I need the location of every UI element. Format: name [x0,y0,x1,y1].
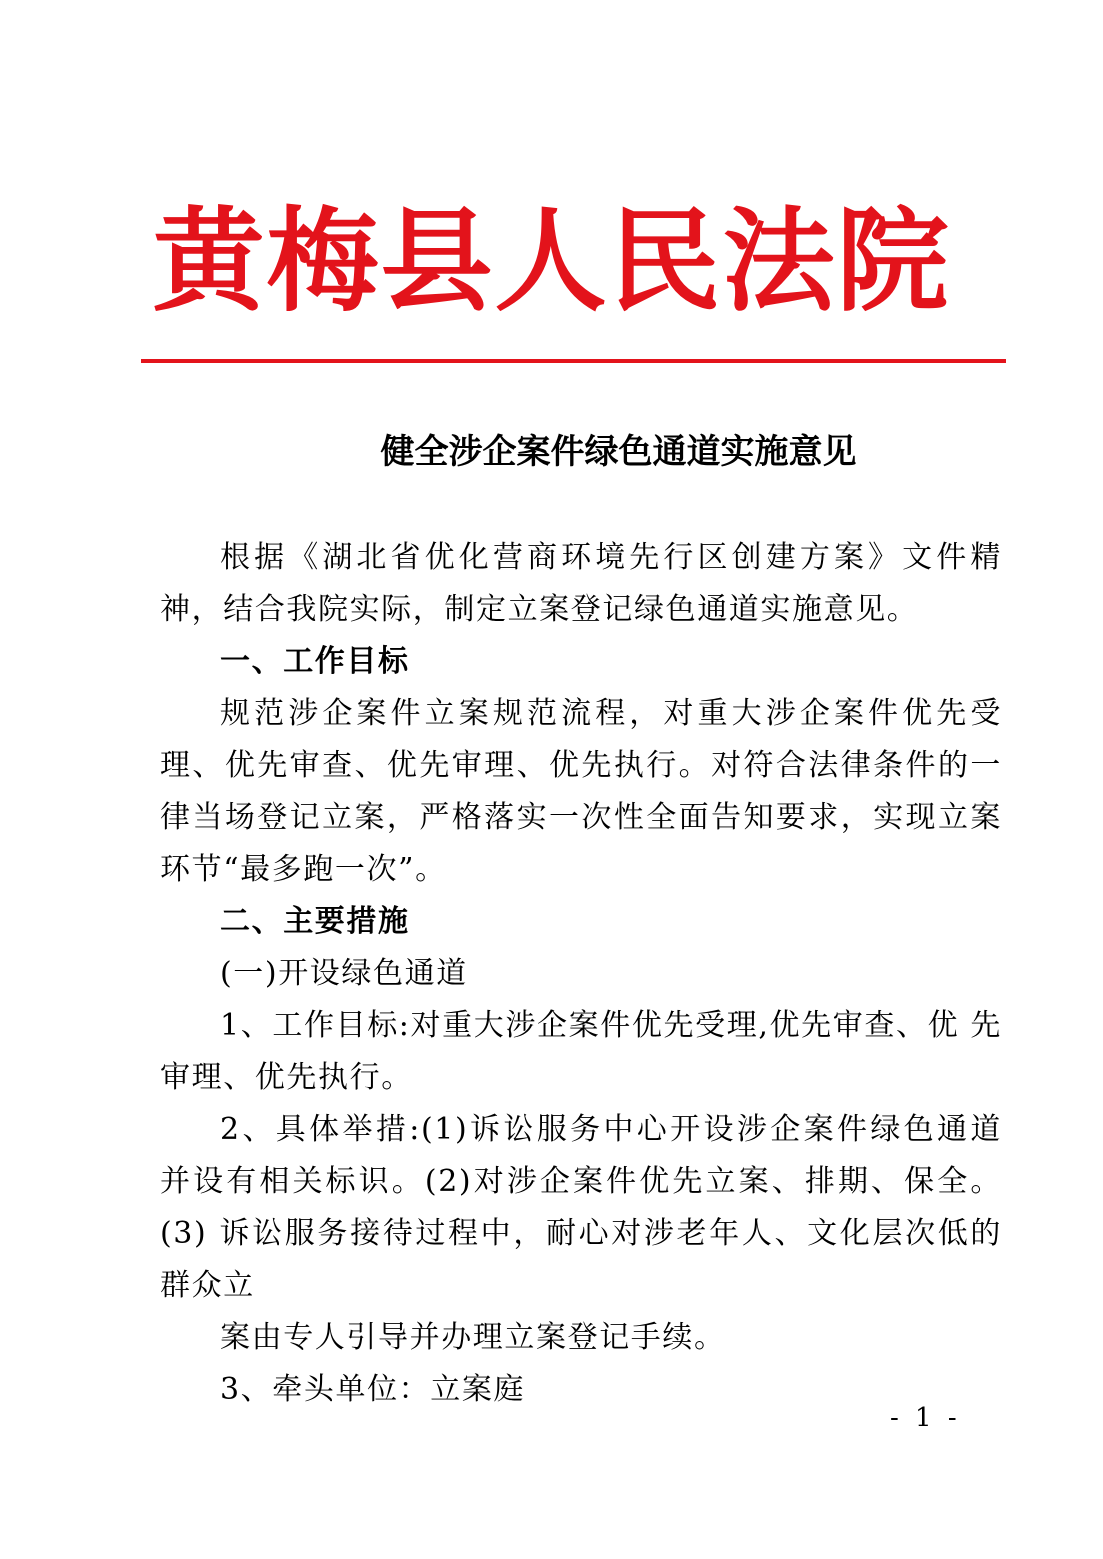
court-name-header: 黄梅县人民法院 [152,197,951,327]
red-divider-rule [141,359,1006,363]
section-heading-goals: 一、工作目标 [220,644,410,679]
paragraph-item-2-continued: 案由专人引导并办理立案登记手续。 [220,1320,726,1355]
paragraph-item-2: 2、具体举措:(1)诉讼服务中心开设涉企案件绿色通道 并设有相关标识。(2)对涉企案件优先立案、排期、保全。(3) 诉讼服务接待过程中，耐心对涉老年人、文化层次低的群众立 [160,1112,1002,1303]
paragraph-goals: 规范涉企案件立案规范流程，对重大涉企案件优先受理、优先审查、优先审理、优先执行。对符合法律条件的一律当场登记立案，严格落实一次性全面告知要求，实现立案环节“最多跑一次”。 [160,696,1002,887]
document-title: 健全涉企案件绿色通道实施意见 [380,432,857,472]
paragraph-item-1: 1、工作目标:对重大涉企案件优先受理,优先审查、优 先审理、优先执行。 [160,1008,1002,1095]
document-body [160,532,1002,1416]
section-heading-measures: 二、主要措施 [220,904,410,939]
subsection-heading-green-channel: (一)开设绿色通道 [220,956,468,991]
paragraph-intro: 根据《湖北省优化营商环境先行区创建方案》文件精神，结合我院实际，制定立案登记绿色通道实施意见。 [160,540,1002,627]
page-number: - 1 - [890,1403,961,1433]
paragraph-item-3: 3、牵头单位：立案庭 [220,1372,526,1407]
